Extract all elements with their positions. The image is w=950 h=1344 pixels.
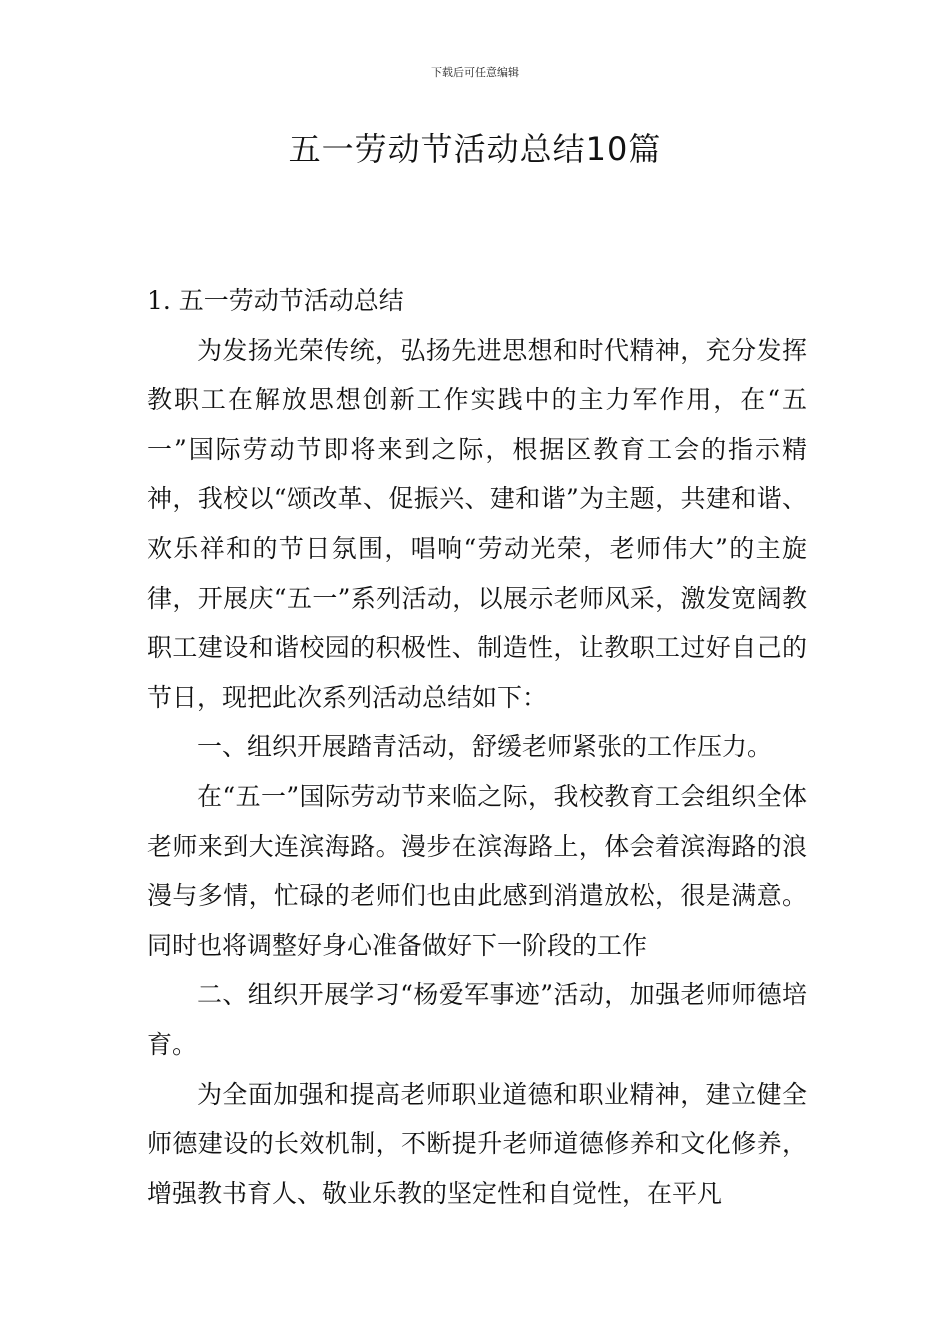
header-note: 下载后可任意编辑 xyxy=(431,66,519,79)
subheading-outing: 一、组织开展踏青活动，舒缓老师紧张的工作压力。 xyxy=(197,732,773,762)
subheading-study: 二、组织开展学习“杨爱军事迹”活动，加强老师师德培育。 xyxy=(147,980,807,1059)
document-title: 五一劳动节活动总结10篇 xyxy=(288,130,662,168)
paragraph-intro: 为发扬光荣传统，弘扬先进思想和时代精神，充分发挥教职工在解放思想创新工作实践中的主力军作用，在“五一”国际劳动节即将来到之际，根据区教育工会的指示精神，我校以“颂改革、促振兴、建和谐”为主题，共建和谐、欢乐祥和的节日氛围，唱响“劳动光荣，老师伟大”的主旋律，开展庆“五一”系列活动，以展示老师风采，激发宽阔教职工建设和谐校园的积极性、制造性，让教职工过好自己的节日，现把此次系列活动总结如下： xyxy=(147,335,807,712)
paragraph-study: 为全面加强和提高老师职业道德和职业精神，建立健全师德建设的长效机制，不断提升老师道德修养和文化修养，增强教书育人、敬业乐教的坚定性和自觉性，在平凡 xyxy=(147,1079,807,1208)
section-heading: 1. 五一劳动节活动总结 xyxy=(147,286,404,315)
paragraph-outing: 在“五一”国际劳动节来临之际，我校教育工会组织全体老师来到大连滨海路。漫步在滨海路上，体会着滨海路的浪漫与多情，忙碌的老师们也由此感到消遣放松，很是满意。同时也将调整好身心准备做好下一阶段的工作 xyxy=(147,781,807,960)
document-body xyxy=(147,276,807,1218)
